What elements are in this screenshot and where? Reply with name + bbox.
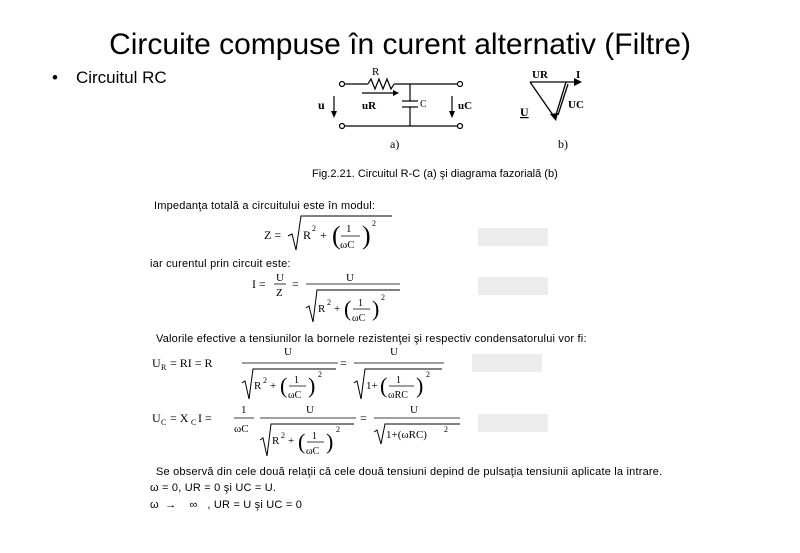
svg-text:2: 2 — [327, 298, 331, 307]
capacitor-label: C — [420, 99, 427, 110]
bullet-item — [52, 68, 167, 88]
placeholder-box-4 — [478, 414, 548, 432]
input-voltage-label: u — [318, 98, 325, 112]
svg-text:1: 1 — [358, 298, 363, 309]
svg-text:U: U — [346, 272, 354, 284]
placeholder-box-2 — [478, 277, 548, 295]
svg-text:2: 2 — [318, 370, 322, 379]
svg-text:(: ( — [298, 429, 306, 454]
svg-text:): ) — [416, 373, 424, 398]
svg-text:): ) — [326, 429, 334, 454]
svg-text:=: = — [340, 356, 347, 370]
case-omega-infinity: ω → ∞ , UR = U şi UC = 0 — [150, 499, 303, 511]
svg-text:C: C — [191, 418, 197, 427]
svg-text:Z =: Z = — [264, 228, 282, 242]
bullet-text: Circuitul RC — [75, 68, 167, 87]
svg-text:2: 2 — [444, 425, 448, 434]
svg-text:ωC: ωC — [288, 390, 302, 401]
svg-text:U: U — [306, 404, 314, 416]
figure-caption: Fig.2.21. Circuitul R-C (a) şi diagrama fazorială (b) — [312, 168, 558, 180]
resistor-voltage-label: uR — [362, 100, 377, 112]
svg-text:1: 1 — [396, 375, 401, 386]
capacitor-voltage-formula — [150, 402, 470, 462]
svg-text:1+(ωRC): 1+(ωRC) — [386, 429, 427, 441]
observation-text: Se observă din cele două relaţii că cele două tensiuni depind de pulsaţia tensiunii aplicate la intrare. — [156, 466, 663, 478]
phasor-tag: b) — [558, 137, 568, 151]
svg-text:U: U — [152, 411, 161, 425]
svg-text:=: = — [360, 411, 367, 425]
svg-text:I =: I = — [198, 411, 212, 425]
svg-text:2: 2 — [372, 219, 376, 228]
svg-text:R: R — [254, 380, 262, 392]
svg-text:ωC: ωC — [306, 446, 320, 457]
svg-text:U: U — [410, 404, 418, 416]
svg-text:R: R — [272, 435, 280, 447]
svg-text:1: 1 — [312, 431, 317, 442]
svg-text:+: + — [334, 303, 341, 315]
phasor-i-label: I — [576, 69, 581, 81]
svg-text:2: 2 — [263, 376, 267, 385]
svg-text:U: U — [390, 346, 398, 358]
phasor-ur-label: UR — [532, 69, 548, 81]
svg-text:C: C — [161, 418, 167, 427]
resistor-label: R — [372, 66, 380, 78]
svg-text:2: 2 — [312, 224, 316, 233]
svg-text:R: R — [318, 303, 326, 315]
svg-text:+: + — [270, 380, 277, 392]
phasor-diagram — [510, 62, 610, 152]
svg-text:=: = — [292, 277, 299, 291]
svg-text:R: R — [161, 363, 167, 372]
svg-text:= RI = R: = RI = R — [170, 356, 213, 370]
svg-text:+: + — [288, 435, 295, 447]
svg-text:I =: I = — [252, 277, 266, 291]
svg-text:2: 2 — [281, 431, 285, 440]
capacitor-voltage-label: uC — [458, 100, 473, 112]
svg-text:U: U — [152, 356, 161, 370]
phasor-uc-label: UC — [568, 99, 584, 111]
svg-text:1: 1 — [346, 223, 352, 235]
svg-text:(: ( — [280, 373, 288, 398]
svg-text:ωC: ωC — [352, 313, 366, 324]
impedance-formula — [262, 212, 402, 256]
current-formula — [250, 270, 410, 326]
slide-title: Circuite compuse în curent alternativ (Filtre) — [109, 28, 691, 61]
case-omega-zero: ω = 0, UR = 0 şi UC = U. — [150, 482, 277, 494]
svg-text:): ) — [362, 221, 371, 250]
current-intro: iar curentul prin circuit este: — [150, 258, 291, 270]
phasor-u-label: U — [520, 105, 529, 119]
svg-text:ωC: ωC — [234, 423, 249, 435]
svg-text:2: 2 — [381, 293, 385, 302]
svg-text:(: ( — [344, 296, 352, 321]
svg-text:2: 2 — [336, 425, 340, 434]
bullet-dot-icon: • — [52, 68, 58, 87]
svg-text:): ) — [372, 296, 380, 321]
svg-text:U: U — [276, 272, 284, 284]
svg-text:1+: 1+ — [366, 380, 378, 392]
svg-text:= X: = X — [170, 411, 189, 425]
svg-text:): ) — [308, 373, 316, 398]
resistor-voltage-formula — [150, 343, 450, 403]
placeholder-box-3 — [472, 354, 542, 372]
rc-circuit-diagram — [310, 62, 490, 152]
svg-text:Z: Z — [276, 287, 283, 299]
voltages-intro: Valorile efective a tensiunilor la bornele rezistenţei şi respectiv condensatorului vor fi: — [156, 333, 587, 345]
svg-text:2: 2 — [426, 370, 430, 379]
svg-text:U: U — [284, 346, 292, 358]
svg-text:R: R — [303, 228, 312, 242]
svg-text:(: ( — [332, 221, 341, 250]
svg-text:ωC: ωC — [340, 239, 355, 251]
svg-text:1: 1 — [294, 375, 299, 386]
placeholder-box-1 — [478, 228, 548, 246]
svg-text:ωRC: ωRC — [388, 390, 408, 401]
svg-text:1: 1 — [241, 404, 247, 416]
svg-text:+: + — [320, 228, 327, 242]
svg-text:(: ( — [380, 373, 388, 398]
impedance-intro: Impedanţa totală a circuitului este în modul: — [154, 200, 376, 212]
circuit-tag: a) — [390, 137, 400, 151]
